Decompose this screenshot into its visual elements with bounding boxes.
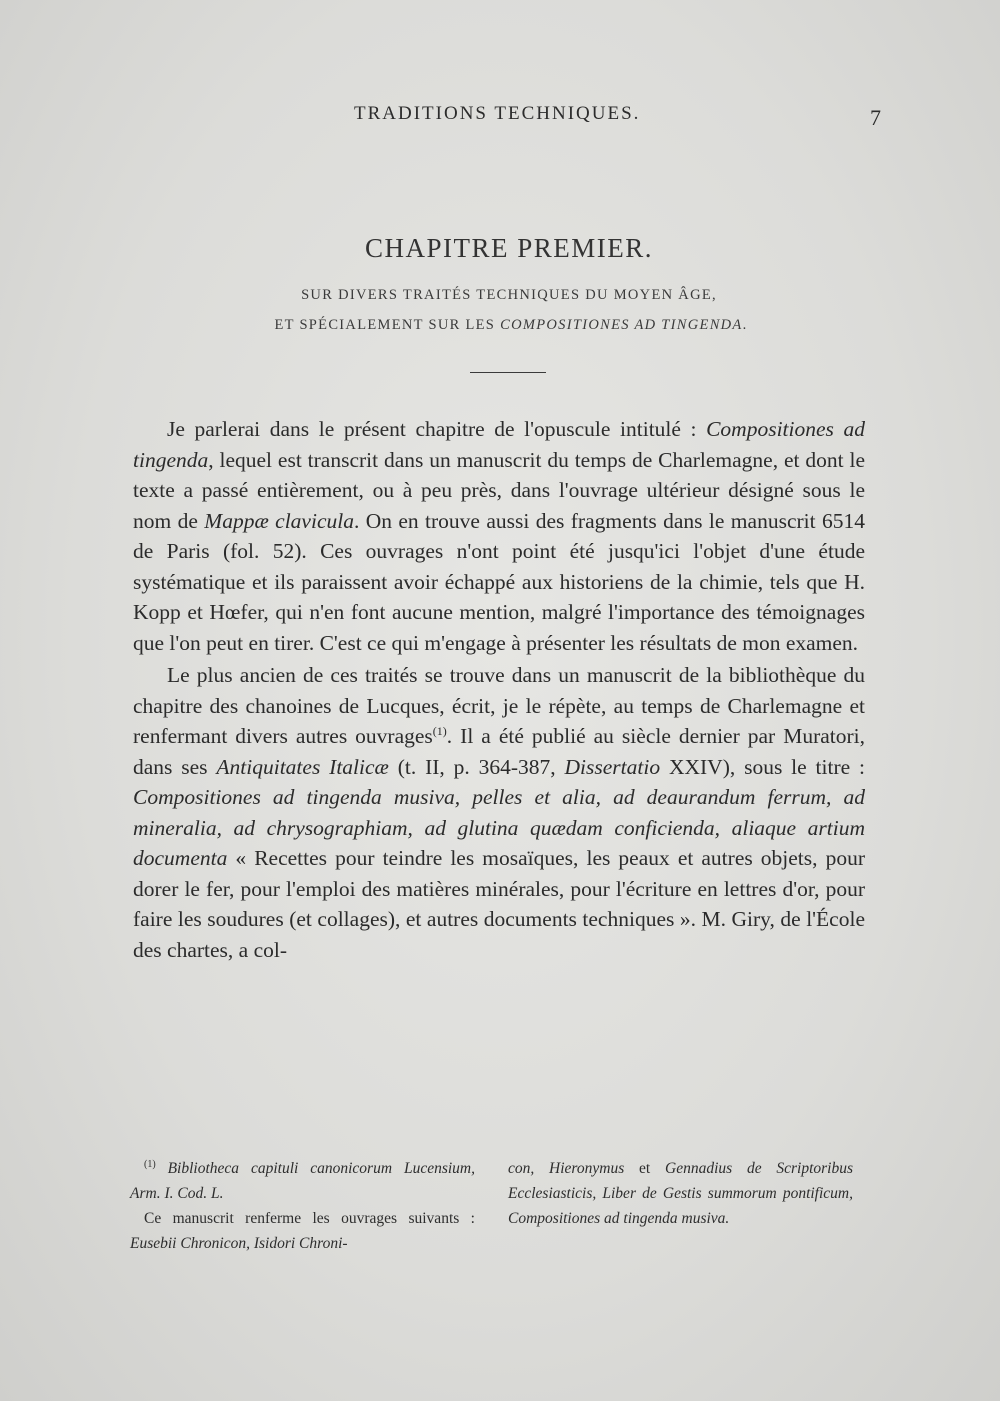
footnote-1-description — [130, 1206, 475, 1256]
subtitle-italic-title: COMPOSITIONES AD TINGENDA — [500, 317, 743, 333]
p1-italic-1: Compositiones ad tingenda — [133, 417, 865, 472]
chapter-subtitle-line-1: SUR DIVERS TRAITÉS TECHNIQUES DU MOYEN ÂGE, — [301, 287, 717, 303]
p1-italic-2: Mappæ clavicula — [204, 508, 354, 533]
p2-text-4: XXIV), sous le titre : — [660, 754, 866, 779]
footnote-reference[interactable]: (1) — [432, 723, 447, 738]
p1-text-1: Je parlerai dans le présent chapitre de l'opuscule intitulé : — [167, 417, 707, 441]
footnote-column-right — [508, 1156, 853, 1231]
body-text — [133, 414, 865, 965]
subtitle-prefix: ET SPÉCIALEMENT SUR LES — [274, 317, 501, 333]
paragraph-2 — [133, 660, 865, 965]
p2-text-1: Le plus ancien de ces traités se trouve dans un manuscrit de la bibliothèque du chapitre des chanoines de Lucques, écrit, je le répète, au temps de Charlemagne et renfermant divers autres ouvrages — [133, 663, 865, 748]
subtitle-suffix: . — [742, 317, 748, 333]
footnote-1-citation — [130, 1156, 475, 1206]
p2-text-3: (t. II, p. 364-387, — [388, 754, 565, 779]
p2-italic-1: Antiquitates Italicæ — [216, 754, 389, 779]
footnote-works-left: Eusebii Chronicon, Isidori Chroni- — [130, 1235, 348, 1252]
footnote-conjunction: et — [624, 1160, 665, 1177]
footnote-text: Ce manuscrit renferme les ouvrages suivants : — [144, 1210, 475, 1227]
paragraph-1 — [133, 414, 865, 658]
running-title: TRADITIONS TECHNIQUES. — [354, 103, 641, 124]
footnote-marker: (1) — [144, 1158, 156, 1170]
chapter-subtitle-line-2 — [0, 317, 1000, 334]
p1-text-3: . On en trouve aussi des fragments dans le manuscrit 6514 de Paris (fol. 52). Ces ouvrages n'ont point été jusqu'ici l'objet d'une étude systématique et ils paraissent avoir échappé aux historiens de la chimie, tels que H. Kopp et Hœfer, qui n'en font aucune mention, malgré l'importance des témoignages que l'on peut en tirer. C'est ce qui m'engage à présenter les résultats de mon examen. — [133, 508, 865, 655]
p2-italic-2: Dissertatio — [564, 754, 661, 779]
p1-text-2: , lequel est transcrit dans un manuscrit du temps de Charlemagne, et dont le texte a passé entièrement, ou à peu près, dans l'ouvrage ultérieur désigné sous le nom de — [133, 447, 865, 533]
section-rule — [470, 372, 546, 373]
p2-text-5: « Recettes pour teindre les mosaïques, les peaux et autres objets, pour dorer le fer, pour l'emploi des matières minérales, pour l'écriture en lettres d'or, pour faire les soudures (et collages), et autres documents techniques ». M. Giry, de l'École des chartes, a col- — [133, 846, 865, 962]
running-head — [0, 103, 1000, 133]
p2-italic-3: Compositiones ad tingenda musiva, pelles et alia, ad deaurandum ferrum, ad mineralia, ad chrysographiam, ad glutina quædam conficienda, aliaque artium documenta — [133, 785, 865, 870]
footnote-1-continued — [508, 1156, 853, 1231]
footnote-works-right-2: Gennadius de Scriptoribus Ecclesiasticis, Liber de Gestis summorum pontificum, Compositiones ad tingenda musiva. — [508, 1160, 854, 1227]
footnote-column-left — [130, 1156, 475, 1256]
page-number: 7 — [870, 105, 881, 130]
chapter-title: CHAPITRE PREMIER. — [364, 233, 654, 263]
p2-text-2: . Il a été publié au siècle dernier par Muratori, dans ses — [133, 724, 866, 779]
footnote-citation: Bibliotheca capituli canonicorum Lucensium, Arm. I. Cod. L. — [130, 1160, 475, 1202]
footnote-works-right-1: con, Hieronymus — [508, 1160, 625, 1177]
